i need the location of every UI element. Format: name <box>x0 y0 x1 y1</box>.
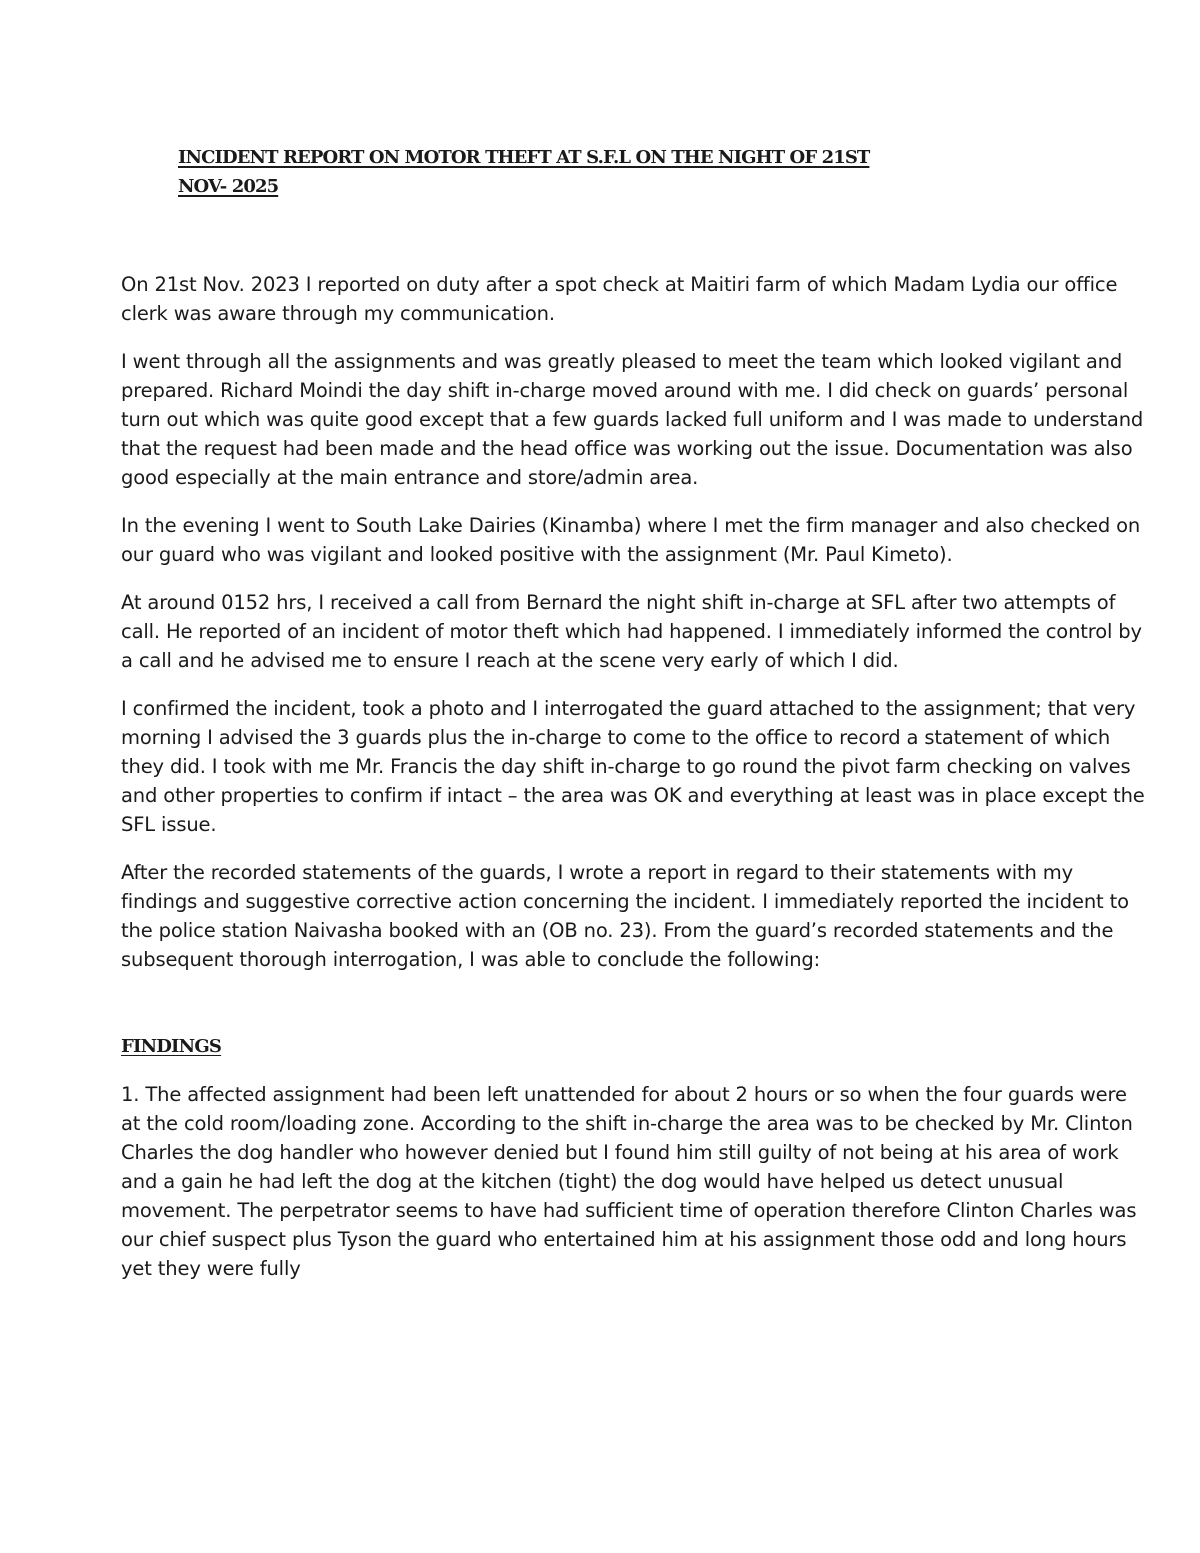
paragraph-evening-visit: In the evening I went to South Lake Dairies (Kinamba) where I met the firm manager and also checked on our guard who was vigilant and looked positive with the assignment (Mr. Paul Kimeto). <box>121 514 1141 566</box>
finding-item-1: 1. The affected assignment had been left unattended for about 2 hours or so when the four guards were at the cold room/loading zone. According to the shift in-charge the area was to be checked by Mr. Clinton Charles the dog handler who however denied but I found him still guilty of not being at his area of work and a gain he had left the dog at the kitchen (tight) the dog would have helped us detect unusual movement. The perpetrator seems to have had sufficient time of operation therefore Clinton Charles was our chief suspect plus Tyson the guard who entertained him at his assignment those odd and long hours yet they were fully <box>121 1083 1137 1280</box>
report-body <box>121 270 1145 1302</box>
paragraph-incident-call: At around 0152 hrs, I received a call from Bernard the night shift in-charge at SFL after two attempts of call. He reported of an incident of motor theft which had happened. I immediately informed the control by a call and he advised me to ensure I reach at the scene very early of which I did. <box>121 591 1142 672</box>
report-title <box>178 143 1058 201</box>
findings-heading: FINDINGS <box>121 1036 222 1057</box>
report-title-line-1: INCIDENT REPORT ON MOTOR THEFT AT S.F.L ON THE NIGHT OF 21ST <box>178 147 870 168</box>
paragraph-assignments-check: I went through all the assignments and was greatly pleased to meet the team which looked vigilant and prepared. Richard Moindi the day shift in-charge moved around with me. I did check on guards’ personal turn out which was quite good except that a few guards lacked full uniform and I was made to understand that the request had been made and the head office was working out the issue. Documentation was also good especially at the main entrance and store/admin area. <box>121 350 1144 489</box>
paragraph-confirmation: I confirmed the incident, took a photo and I interrogated the guard attached to the assignment; that very morning I advised the 3 guards plus the in-charge to come to the office to record a statement of which they did. I took with me Mr. Francis the day shift in-charge to go round the pivot farm checking on valves and other properties to confirm if intact – the area was OK and everything at least was in place except the SFL issue. <box>121 697 1145 836</box>
report-title-line-2: NOV- 2025 <box>178 176 279 197</box>
paragraph-duty-report: On 21st Nov. 2023 I reported on duty after a spot check at Maitiri farm of which Madam Lydia our office clerk was aware through my communication. <box>121 273 1118 325</box>
paragraph-statements: After the recorded statements of the guards, I wrote a report in regard to their statements with my findings and suggestive corrective action concerning the incident. I immediately reported the incident to the police station Naivasha booked with an (OB no. 23). From the guard’s recorded statements and the subsequent thorough interrogation, I was able to conclude the following: <box>121 861 1129 971</box>
